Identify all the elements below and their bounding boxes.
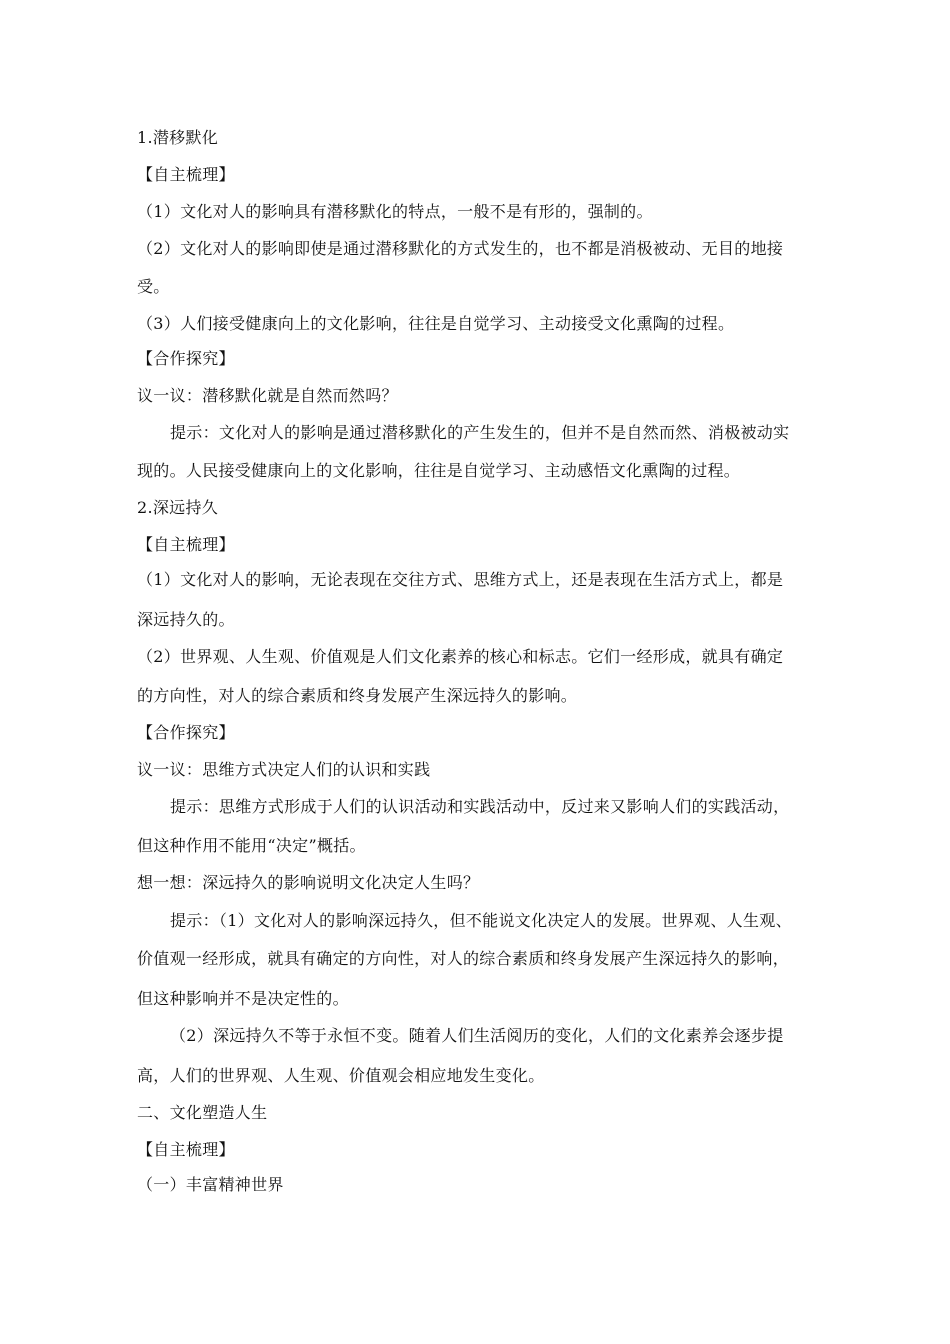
section-heading: 1.潜移默化 xyxy=(137,128,219,147)
point-line: （3）人们接受健康向上的文化影响，往往是自觉学习、主动接受文化熏陶的过程。 xyxy=(137,314,735,333)
point-line: （2）世界观、人生观、价值观是人们文化素养的核心和标志。它们一经形成，就具有确定 xyxy=(137,647,784,666)
point-line: 受。 xyxy=(137,277,170,296)
point-line: （一）丰富精神世界 xyxy=(137,1175,284,1194)
discussion-question: 想一想：深远持久的影响说明文化决定人生吗？ xyxy=(137,873,480,892)
hint-line: 价值观一经形成，就具有确定的方向性，对人的综合素质和终身发展产生深远持久的影响， xyxy=(137,949,790,968)
self-study-label: 【自主梳理】 xyxy=(137,1140,235,1159)
discussion-label: 【合作探究】 xyxy=(137,723,235,742)
hint-line: 但这种影响并不是决定性的。 xyxy=(137,989,349,1008)
point-line: 的方向性，对人的综合素质和终身发展产生深远持久的影响。 xyxy=(137,686,578,705)
hint-line: 提示：（1）文化对人的影响深远持久，但不能说文化决定人的发展。世界观、人生观、 xyxy=(170,911,792,930)
hint-line: 提示：文化对人的影响是通过潜移默化的产生发生的，但并不是自然而然、消极被动实 xyxy=(170,423,790,442)
hint-line: 但这种作用不能用“决定”概括。 xyxy=(137,836,366,855)
discussion-label: 【合作探究】 xyxy=(137,349,235,368)
hint-line: 高，人们的世界观、人生观、价值观会相应地发生变化。 xyxy=(137,1066,545,1085)
point-line: （1）文化对人的影响具有潜移默化的特点，一般不是有形的，强制的。 xyxy=(137,202,653,221)
point-line: （1）文化对人的影响，无论表现在交往方式、思维方式上，还是表现在生活方式上，都是 xyxy=(137,570,784,589)
discussion-question: 议一议：潜移默化就是自然而然吗？ xyxy=(137,386,398,405)
section-heading: 2.深远持久 xyxy=(137,498,219,517)
hint-line: 提示：思维方式形成于人们的认识活动和实践活动中，反过来又影响人们的实践活动， xyxy=(170,797,790,816)
part-heading: 二、文化塑造人生 xyxy=(137,1103,268,1122)
point-line: （2）文化对人的影响即使是通过潜移默化的方式发生的，也不都是消极被动、无目的地接 xyxy=(137,239,784,258)
self-study-label: 【自主梳理】 xyxy=(137,165,235,184)
discussion-question: 议一议：思维方式决定人们的认识和实践 xyxy=(137,760,431,779)
hint-line: （2）深远持久不等于永恒不变。随着人们生活阅历的变化，人们的文化素养会逐步提 xyxy=(170,1026,784,1045)
self-study-label: 【自主梳理】 xyxy=(137,535,235,554)
hint-line: 现的。人民接受健康向上的文化影响，往往是自觉学习、主动感悟文化熏陶的过程。 xyxy=(137,461,741,480)
point-line: 深远持久的。 xyxy=(137,610,235,629)
